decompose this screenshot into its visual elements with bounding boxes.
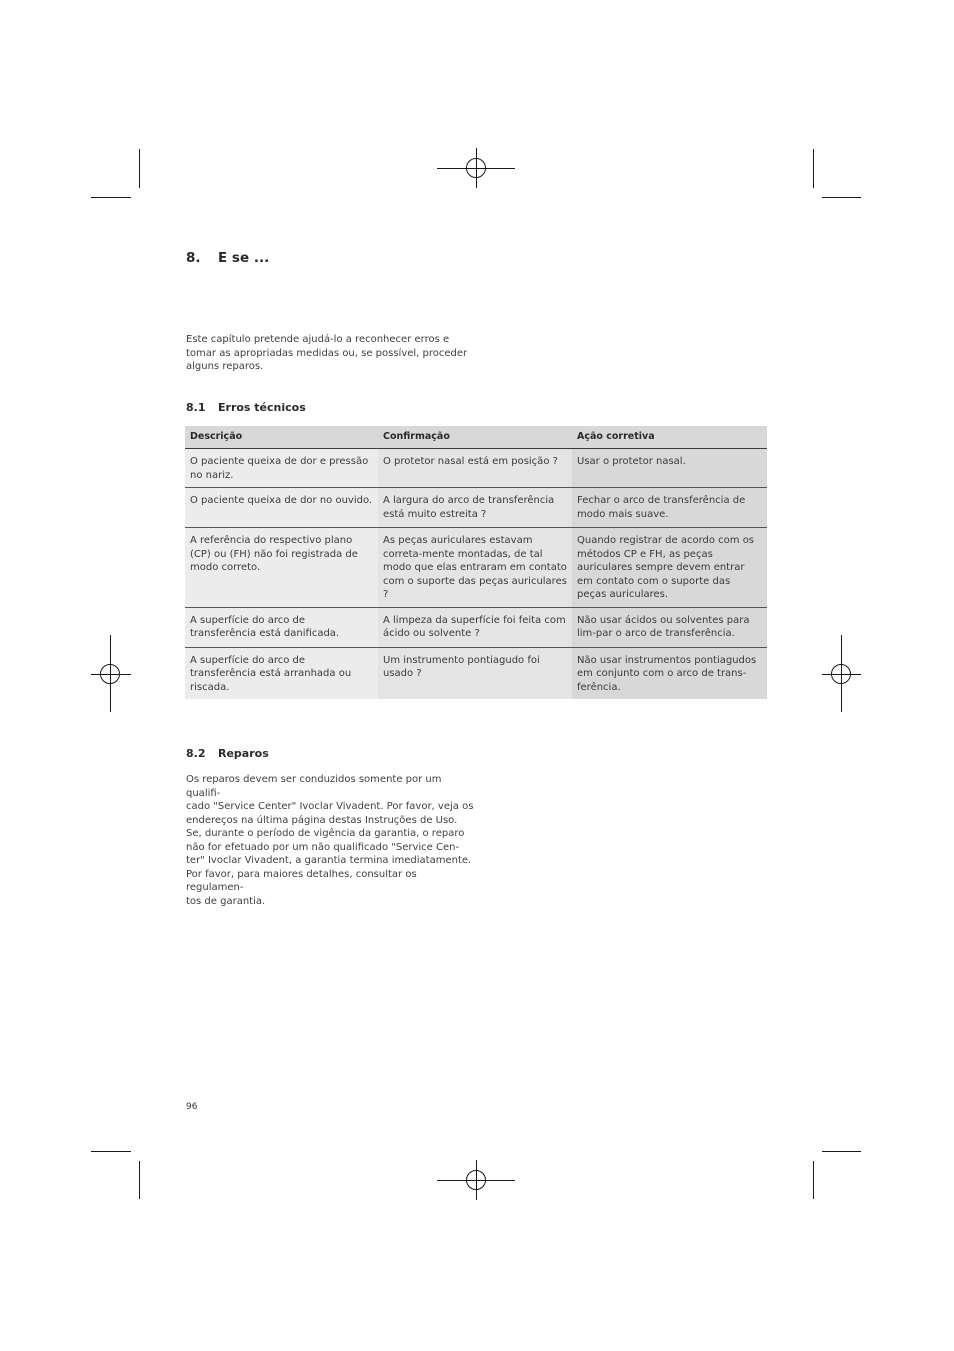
column-header-description: Descrição bbox=[185, 426, 378, 449]
repairs-paragraph: Os reparos devem ser conduzidos somente por um qualifi- cado "Service Center" Ivoclar Vivadent. Por favor, veja os endereços na última página destas Instruções de Uso. bbox=[186, 774, 474, 826]
section-heading bbox=[186, 250, 269, 266]
cell-description: A superfície do arco de transferência está danificada. bbox=[185, 607, 378, 647]
intro-paragraph: Este capítulo pretende ajudá-lo a reconhecer erros e tomar as apropriadas medidas ou, se possível, proceder alguns reparos. bbox=[186, 334, 468, 372]
table-row bbox=[185, 528, 767, 608]
repairs-paragraph: Se, durante o período de vigência da garantia, o reparo não for efetuado por um não qualificado "Service Cen- ter" Ivoclar Vivadent, a garantia termina imediatamente. Por favor, para maiores detalhes, consultar os regulamen- tos de garantia. bbox=[186, 828, 472, 907]
cell-corrective-action: Fechar o arco de transferência de modo mais suave. bbox=[572, 488, 767, 528]
cell-description: A superfície do arco de transferência está arranhada ou riscada. bbox=[185, 647, 378, 699]
cell-corrective-action: Não usar instrumentos pontiagudos em conjunto com o arco de trans-ferência. bbox=[572, 647, 767, 699]
column-header-confirmation: Confirmação bbox=[378, 426, 572, 449]
cell-confirmation: Um instrumento pontiagudo foi usado ? bbox=[378, 647, 572, 699]
table-row bbox=[185, 449, 767, 488]
cell-confirmation: A largura do arco de transferência está muito estreita ? bbox=[378, 488, 572, 528]
table-row bbox=[185, 488, 767, 528]
cell-description: O paciente queixa de dor e pressão no nariz. bbox=[185, 449, 378, 488]
cell-corrective-action: Não usar ácidos ou solventes para lim-par o arco de transferência. bbox=[572, 607, 767, 647]
subsection-heading-repairs: 8.2 Reparos bbox=[186, 747, 269, 760]
section-title: E se ... bbox=[218, 250, 270, 266]
cell-corrective-action: Quando registrar de acordo com os métodos CP e FH, as peças auriculares sempre devem entrar em contato com o suporte das peças auriculares. bbox=[572, 528, 767, 608]
cell-confirmation: A limpeza da superfície foi feita com ácido ou solvente ? bbox=[378, 607, 572, 647]
table-header-row bbox=[185, 426, 767, 449]
cell-corrective-action: Usar o protetor nasal. bbox=[572, 449, 767, 488]
cell-confirmation: As peças auriculares estavam correta-mente montadas, de tal modo que elas entraram em contato com o suporte das peças auriculares ? bbox=[378, 528, 572, 608]
table-row bbox=[185, 607, 767, 647]
section-number: 8. bbox=[186, 250, 201, 266]
table-row bbox=[185, 647, 767, 699]
cell-description: A referência do respectivo plano (CP) ou (FH) não foi registrada de modo correto. bbox=[185, 528, 378, 608]
column-header-corrective-action: Ação corretiva bbox=[572, 426, 767, 449]
subsection-heading-errors: 8.1 Erros técnicos bbox=[186, 401, 306, 414]
cell-confirmation: O protetor nasal está em posição ? bbox=[378, 449, 572, 488]
page-number: 96 bbox=[186, 1102, 198, 1112]
technical-errors-table bbox=[185, 426, 767, 699]
cell-description: O paciente queixa de dor no ouvido. bbox=[185, 488, 378, 528]
